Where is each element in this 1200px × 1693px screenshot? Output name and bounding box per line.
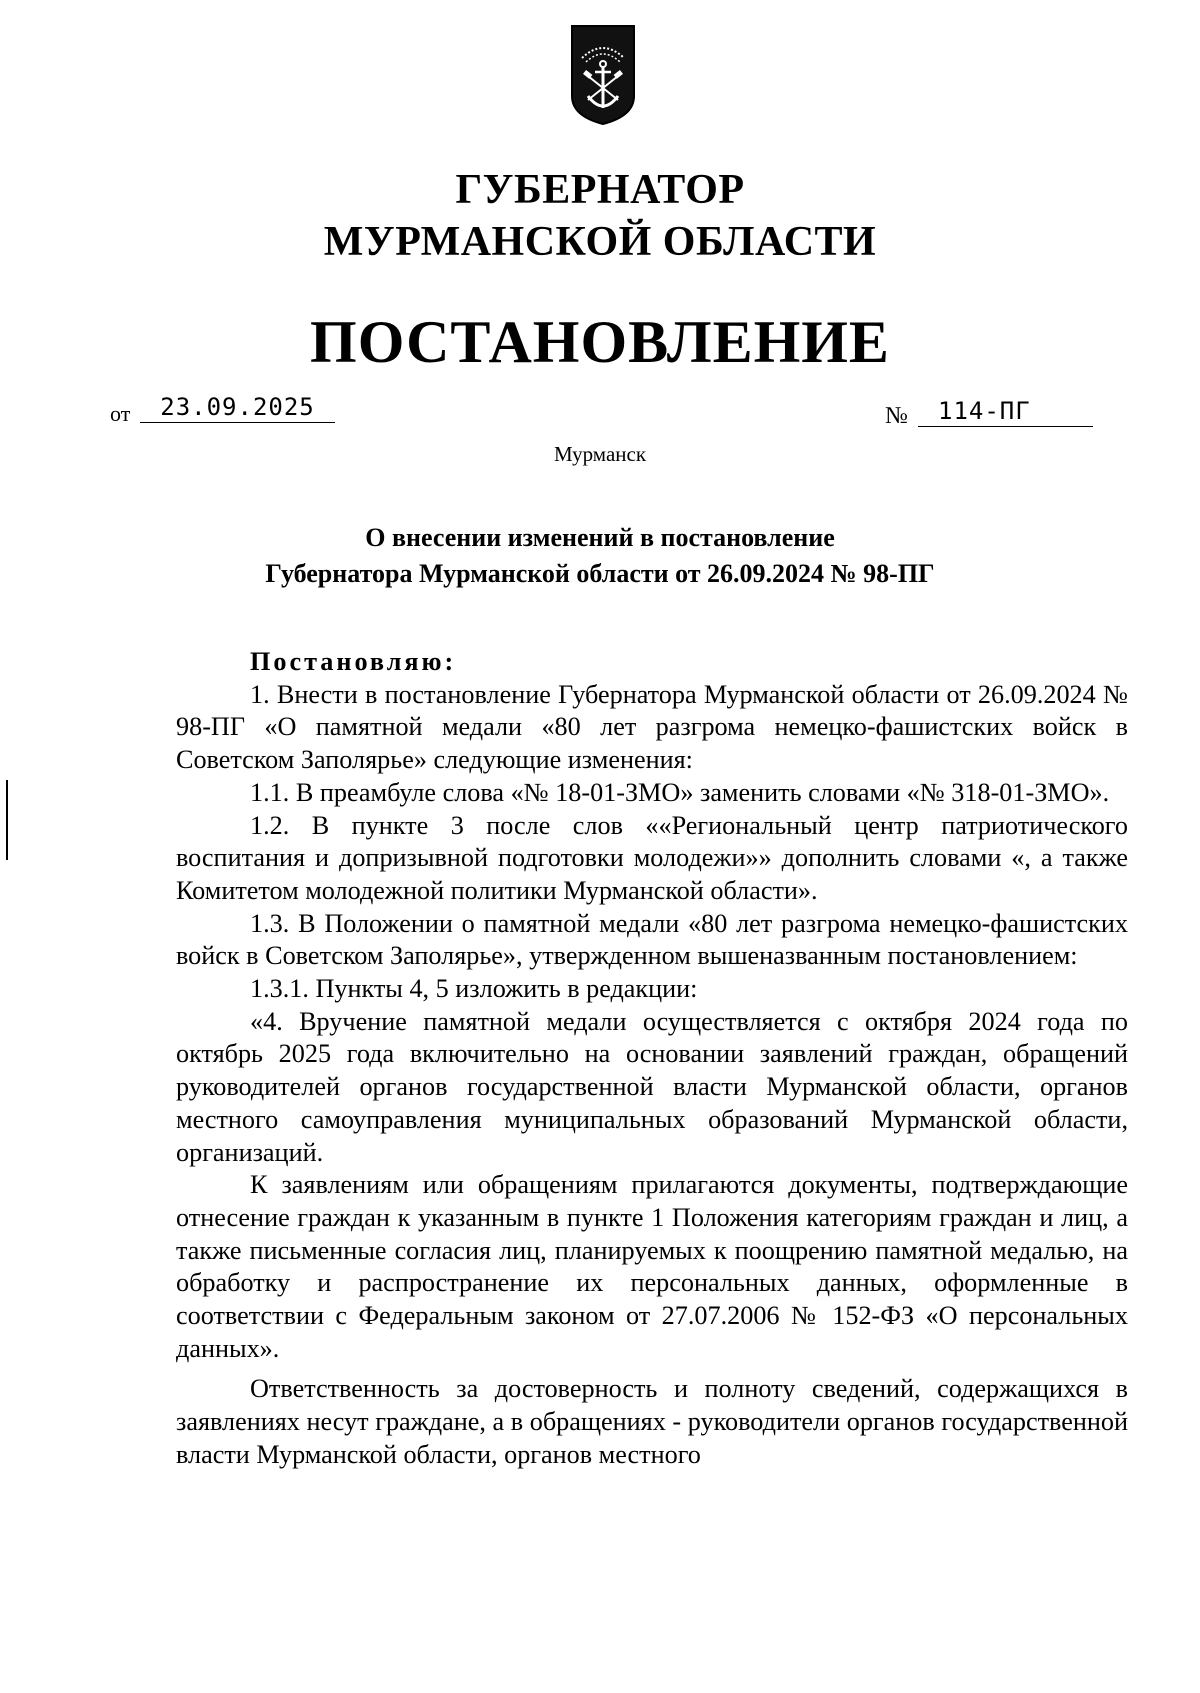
- org-title-line1: ГУБЕРНАТОР: [455, 167, 745, 213]
- document-number: 114-ПГ: [918, 396, 1093, 427]
- document-subject: [0, 520, 1200, 592]
- coat-of-arms-icon: [570, 24, 636, 126]
- document-body: [176, 646, 1128, 1472]
- paragraph-1-3-1: 1.3.1. Пункты 4, 5 изложить в редакции:: [250, 974, 698, 1004]
- subject-line2: Губернатора Мурманской области от 26.09.2024 № 98-ПГ: [265, 559, 935, 588]
- paragraph-1-1: 1.1. В преамбуле слова «№ 18-01-ЗМО» заменить словами «№ 318-01-ЗМО».: [250, 777, 1110, 807]
- number-label: №: [885, 403, 908, 429]
- paragraph-point-4: «4. Вручение памятной медали осуществляется с октября 2024 года по октябрь 2025 года включительно на основании заявлений граждан, обращений руководителей органов государственной власти Мурманской области, органов местного самоуправления муниципальных образований Мурманской области, организаций.: [176, 1006, 1128, 1167]
- document-type: ПОСТАНОВЛЕНИЕ: [310, 309, 890, 375]
- paragraph-responsibility: Ответственность за достоверность и полноту сведений, содержащихся в заявлениях несут граждане, а в обращениях - руководители органов государственной власти Мурманской области, органов местного: [176, 1374, 1128, 1469]
- city: Мурманск: [553, 442, 647, 466]
- paragraph-1: 1. Внести в постановление Губернатора Мурманской области от 26.09.2024 № 98-ПГ «О памятной медали «80 лет разгрома немецко-фашистских войск в Советском Заполярье» следующие изменения:: [176, 679, 1128, 775]
- paragraph-1-3: 1.3. В Положении о памятной медали «80 лет разгрома немецко-фашистских войск в Советском Заполярье», утвержденном вышеназванным постановлением:: [176, 908, 1128, 971]
- paragraph-1-2: 1.2. В пункте 3 после слов ««Региональный центр патриотического воспитания и допризывной подготовки молодежи»» дополнить словами «, а также Комитетом молодежной политики Мурманской области».: [176, 810, 1128, 905]
- subject-line1: О внесении изменений в постановление: [365, 523, 835, 552]
- paragraph-attachments: К заявлениям или обращениям прилагаются документы, подтверждающие отнесение граждан к указанным в пункте 1 Положения категориям граждан и лиц, а также письменные согласия лиц, планируемых к поощрению памятной медалью, на обработку и распространение их персональных данных, оформленные в соответствии с Федеральным законом от 27.07.2006 № 152-ФЗ «О персональных данных».: [176, 1170, 1128, 1363]
- date-label: от: [110, 401, 131, 426]
- document-date: 23.09.2025: [140, 392, 335, 423]
- margin-mark: [6, 780, 8, 860]
- decree-word: Постановляю:: [250, 647, 457, 676]
- org-title-line2: МУРМАНСКОЙ ОБЛАСТИ: [323, 219, 877, 265]
